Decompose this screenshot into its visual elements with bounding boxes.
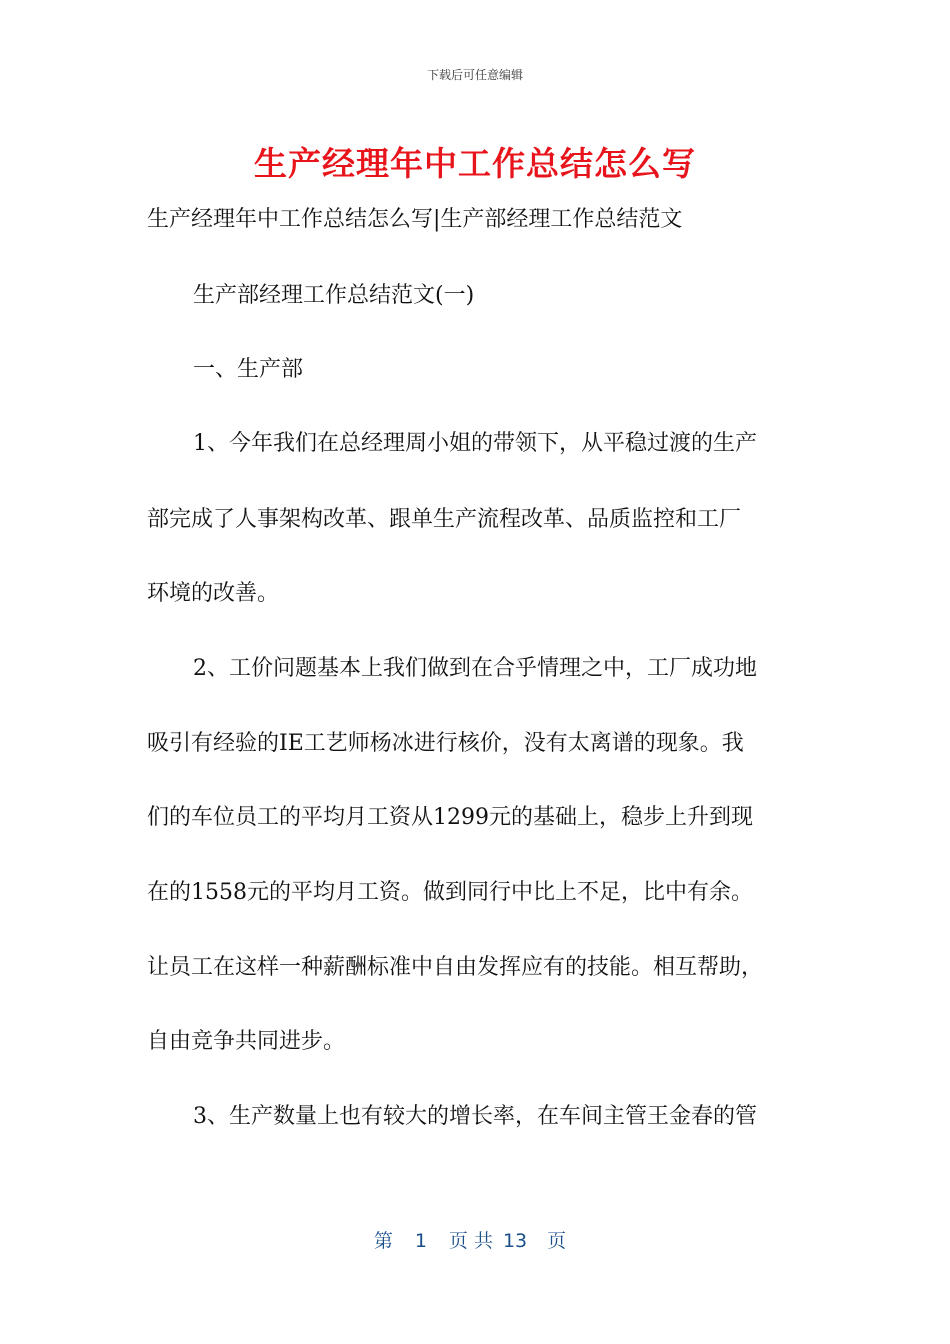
page-footer bbox=[0, 1226, 950, 1253]
document-title: 生产经理年中工作总结怎么写 bbox=[254, 144, 696, 183]
paragraph-line: 环境的改善。 bbox=[147, 581, 280, 606]
footer-suffix: 页 bbox=[547, 1230, 567, 1252]
paragraph-line: 部完成了人事架构改革、跟单生产流程改革、品质监控和工厂 bbox=[147, 507, 742, 532]
paragraph-line: 3、生产数量上也有较大的增长率，在车间主管王金春的管 bbox=[193, 1104, 757, 1129]
total-page-count: 13 bbox=[502, 1230, 528, 1252]
paragraph-line: 在的1558元的平均月工资。做到同行中比上不足，比中有余。 bbox=[147, 880, 753, 905]
subtitle-line: 生产经理年中工作总结怎么写|生产部经理工作总结范文 bbox=[147, 207, 683, 232]
paragraph-line: 1、今年我们在总经理周小姐的带领下，从平稳过渡的生产 bbox=[193, 431, 757, 456]
paragraph-line: 自由竞争共同进步。 bbox=[147, 1029, 346, 1054]
footer-middle: 页 共 bbox=[448, 1230, 493, 1252]
header-note: 下载后可任意编辑 bbox=[426, 68, 523, 82]
paragraph-line: 吸引有经验的IE工艺师杨冰进行核价，没有太离谱的现象。我 bbox=[147, 731, 744, 756]
footer-prefix: 第 bbox=[373, 1230, 393, 1252]
current-page-number: 1 bbox=[414, 1230, 427, 1252]
paragraph-line: 2、工价问题基本上我们做到在合乎情理之中，工厂成功地 bbox=[193, 656, 757, 681]
section-heading: 生产部经理工作总结范文(一) bbox=[193, 283, 475, 308]
paragraph-line: 让员工在这样一种薪酬标准中自由发挥应有的技能。相互帮助， bbox=[147, 955, 764, 980]
subsection-heading: 一、生产部 bbox=[193, 357, 304, 382]
paragraph-line: 们的车位员工的平均月工资从1299元的基础上，稳步上升到现 bbox=[147, 805, 753, 830]
